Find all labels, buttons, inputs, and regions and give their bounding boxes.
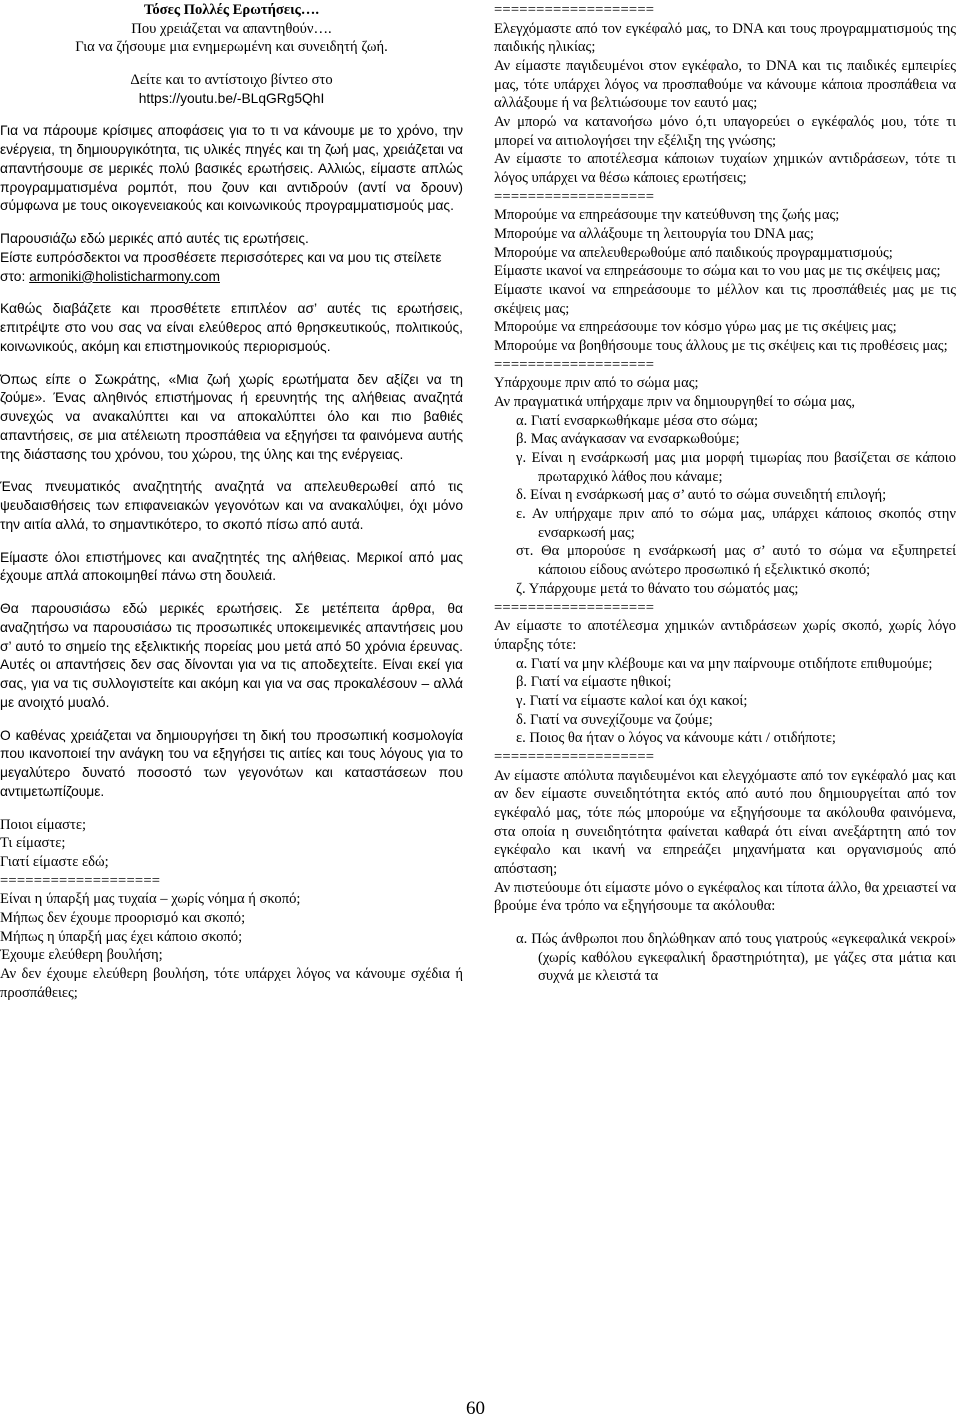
question-if-existed: Αν πραγματικά υπήρχαμε πριν να δημιουργηθεί το σώμα μας, <box>494 394 855 411</box>
video-note: Δείτε και το αντίστοιχο βίντεο στο <box>130 72 333 89</box>
question-trapped: Αν είμαστε παγιδευμένοι στον εγκέφαλο, το DNA και τις παιδικές εμπειρίες μας, τότε υπάρχει λόγος να προσπαθούμε να κάνουμε κάποια προσπάθεια να αλλάξουμε ή να βελτιώσουμε τον εαυτό μας; <box>494 58 956 112</box>
question-only-brain: Αν πιστεύουμε ότι είμαστε μόνο ο εγκέφαλος και τίποτα άλλο, θα χρειαστεί να βρούμε ένα τρόπο να εξηγήσουμε τα ακόλουθα: <box>494 879 956 915</box>
separator: =================== <box>494 356 655 373</box>
socrates-paragraph: Όπως είπε ο Σωκράτης, «Μια ζωή χωρίς ερωτήματα δεν αξίζει να τη ζούμε». Ένας αληθινός επιστήμονας ή ερευνητής της αλήθειας αναζητά συνεχώς να ανακαλύπτει και να αποκαλύπτει όλο και πιο βαθιές απαντήσεις, σε μια ατέλειωτη προσπάθεια να εξηγήσει τα φαινόμενα αυτής της διάστασης του χρόνου, του χώρου, της ύλης και της ενέργειας. <box>0 371 463 462</box>
question-future: Είμαστε ικανοί να επηρεάσουμε το μέλλον και τις προσπάθειές μας με τις σκέψεις μας; <box>494 282 956 317</box>
question-phenomena: Αν είμαστε απόλυτα παγιδευμένοι και ελεγχόμαστε από τον εγκέφαλό μας και αν δεν είμαστε συνειδητότητα εκτός από αυτό που δημιουργείται από τον εγκέφαλό μας, τότε πώς μπορούμε να εξηγήσουμε τα ακόλουθα φαινόμενα, στα οποία η συνειδητότητα φαίνεται καθαρά ότι είναι ανεξάρτητη από τον εγκέφαλο και ικανή να επηρεάζει μηχανήματα και οργανισμούς από απόσταση; <box>494 767 956 877</box>
list-item: α. Γιατί να μην κλέβουμε και να μην παίρνουμε οτιδήποτε επιθυμούμε; <box>516 655 933 672</box>
subtitle-line-1: Που χρειάζεται να απαντηθούν…. <box>131 20 332 37</box>
list-item: ε. Ποιος θα ήταν ο λόγος να κάνουμε κάτι / οτιδήποτε; <box>516 730 836 747</box>
list-item: στ. Θα μπορούσε η ενσάρκωσή μας σ’ αυτό το σώμα να εξυπηρετεί κάποιου είδους ανώτερο προσωπικό ή εξελικτικό σκοπό; <box>516 543 956 579</box>
question-world: Μπορούμε να επηρεάσουμε τον κόσμο γύρω μας με τις σκέψεις μας; <box>494 319 897 336</box>
question-before-body: Υπάρχουμε πριν από το σώμα μας; <box>494 375 699 392</box>
question-what: Τι είμαστε; <box>0 835 66 852</box>
invite-paragraph <box>0 249 463 287</box>
question-brain-dictates: Αν μπορώ να κατανοήσω μόνο ό,τι υπαγορεύει ο εγκέφαλός μου, τότε τι μπορεί να αιτιολογήσει την εξέλιξη της γνώσης; <box>494 114 956 149</box>
question-purpose: Μήπως η ύπαρξή μας έχει κάποιο σκοπό; <box>0 928 243 945</box>
right-column <box>494 1 956 986</box>
separator: =================== <box>494 2 655 18</box>
list-item: β. Μας ανάγκασαν να ενσαρκωθούμε; <box>516 431 740 448</box>
question-controlled: Ελεγχόμαστε από τον εγκέφαλό μας, το DNA και τους προγραμματισμούς της παιδικής ηλικίας; <box>494 20 956 56</box>
question-who: Ποιοι είμαστε; <box>0 816 87 833</box>
question-random: Είναι η ύπαρξή μας τυχαία – χωρίς νόημα ή σκοπό; <box>0 891 301 908</box>
answers-paragraph: Θα παρουσιάσω εδώ μερικές ερωτήσεις. Σε μετέπειτα άρθρα, θα αναζητήσω να παρουσιάσω τις προσωπικές υποκειμενικές απαντήσεις μου σ’ αυτό το σημείο της εξελικτικής πορείας μου μετά από 50 χρόνια έρευνας. Αυτές οι απαντήσεις δεν σας δίνονται για να τις αποδεχτείτε. Είναι εκεί για σας, για να τις συλλογιστείτε και ακόμη και για να σας προκαλέσουν – αλλά με ανοιχτό μυαλό. <box>0 601 463 710</box>
document-title: Τόσες Πολλές Ερωτήσεις…. <box>143 2 320 18</box>
email-link[interactable]: armoniki@holisticharmony.com <box>29 268 220 284</box>
question-help-others: Μπορούμε να βοηθήσουμε τους άλλους με τις σκέψεις και τις προθέσεις μας; <box>494 338 948 355</box>
intro-paragraph: Για να πάρουμε κρίσιμες αποφάσεις για το τι να κάνουμε με το χρόνο, την ενέργεια, τη δημιουργικότητα, τις υλικές πηγές και τη ζωή μας, χρειάζεται να απαντήσουμε σε μερικές πολύ βασικές ερωτήσεις. Αλλιώς, είμαστε απλώς προγραμματισμένα ρομπότ, που ζουν και αντιδρούν (αντί να δρουν) σύμφωνα με τους οικογενειακούς και κοινωνικούς προγραμματισμούς μας. <box>0 123 463 214</box>
question-chemical: Αν είμαστε το αποτέλεσμα κάποιων τυχαίων χημικών αντιδράσεων, τότε τι λόγος υπάρχει να θέσω κάποιες ερωτήσεις; <box>494 151 956 187</box>
question-no-purpose: Μήπως δεν έχουμε προορισμό και σκοπό; <box>0 910 246 927</box>
separator: =================== <box>494 599 655 616</box>
list-item: α. Πώς άνθρωποι που δηλώθηκαν από τους γιατρούς «εγκεφαλικά νεκροί» (χωρίς καθόλου εγκεφαλική δραστηριότητα), με γάζες στα μάτια και συχνά με κλειστά τα <box>516 930 956 985</box>
seeker-paragraph: Ένας πνευματικός αναζητητής αναζητά να απελευθερωθεί από τις ψευδαισθήσεις των επιφανειακών γεγονότων και να ανακαλύψει, όχι μόνο την αιτία αλλά, το σημαντικότερο, το σκοπό πίσω από αυτά. <box>0 479 463 532</box>
list-item: γ. Είναι η ενσάρκωσή μας μια μορφή τιμωρίας που βασίζεται σε κάποιο πρωταρχικό λάθος που κάναμε; <box>516 450 956 485</box>
question-chemical-result: Αν είμαστε το αποτέλεσμα χημικών αντιδράσεων χωρίς σκοπό, χωρίς λόγο ύπαρξης τότε: <box>494 618 956 653</box>
list-item: γ. Γιατί να είμαστε καλοί και όχι κακοί; <box>516 692 748 709</box>
video-url[interactable]: https://youtu.be/-BLqGRg5QhI <box>138 90 325 106</box>
list-item: α. Γιατί ενσαρκωθήκαμε μέσα στο σώμα; <box>516 412 759 429</box>
question-free-programming: Μπορούμε να απελευθερωθούμε από παιδικούς προγραμματισμούς; <box>494 244 893 261</box>
subtitle-line-2: Για να ζήσουμε μια ενημερωμένη και συνειδητή ζωή. <box>75 39 388 56</box>
separator: =================== <box>0 872 161 889</box>
question-why-here: Γιατί είμαστε εδώ; <box>0 854 109 871</box>
list-item: δ. Γιατί να συνεχίζουμε να ζούμε; <box>516 711 713 728</box>
present-questions-line: Παρουσιάζω εδώ μερικές από αυτές τις ερωτήσεις. <box>0 231 309 247</box>
separator: =================== <box>494 748 655 765</box>
list-item: ε. Αν υπήρχαμε πριν από το σώμα μας, υπάρχει κάποιος σκοπός στην ενσαρκωσή μας; <box>516 506 956 541</box>
question-influence-life: Μπορούμε να επηρεάσουμε την κατεύθυνση της ζωής μας; <box>494 207 840 224</box>
question-change-dna: Μπορούμε να αλλάξουμε τη λειτουργία του DNA μας; <box>494 226 814 243</box>
cosmology-paragraph: Ο καθένας χρειάζεται να δημιουργήσει τη δική του προσωπική κοσμολογία που ικανοποιεί την ανάγκη του να εξηγήσει τις αιτίες και τους λόγους για το μεγαλύτερο δυνατό ποσοστό των γεγονότων και καταστάσεων που αντιμετωπίζουμε. <box>0 727 463 799</box>
list-item: ζ. Υπάρχουμε μετά το θάνατο του σώματός μας; <box>516 580 799 597</box>
question-plans: Αν δεν έχουμε ελεύθερη βουλήση, τότε υπάρχει λόγος να κάνουμε σχέδια ή προσπάθειες; <box>0 966 463 1001</box>
question-body-mind: Είμαστε ικανοί να επηρεάσουμε το σώμα και το νου μας με τις σκέψεις μας; <box>494 263 941 280</box>
page-number: 60 <box>466 1398 485 1419</box>
invite-text: Είστε ευπρόσδεκτοι να προσθέσετε περισσότερες και να μου τις στείλετε στο: <box>0 249 442 284</box>
scientists-paragraph: Είμαστε όλοι επιστήμονες και αναζητητές της αλήθειας. Μερικοί από μας έχουμε απλά αποκοιμηθεί πάνω στη δουλειά. <box>0 549 463 584</box>
left-column <box>0 1 463 1002</box>
list-item: β. Γιατί να είμαστε ηθικοί; <box>516 674 672 691</box>
separator: =================== <box>494 188 655 205</box>
question-free-will: Έχουμε ελεύθερη βουλήση; <box>0 947 163 964</box>
list-item: δ. Είναι η ενσάρκωσή μας σ’ αυτό το σώμα συνειδητή επιλογή; <box>516 487 887 504</box>
freedom-paragraph: Καθώς διαβάζετε και προσθέτετε επιπλέον ασ’ αυτές τις ερωτήσεις, επιτρέψτε στο νου σας να είναι ελεύθερος από θρησκευτικούς, πολιτικούς, κοινωνικούς, ακόμη και επιστημονικούς περιορισμούς. <box>0 301 463 354</box>
